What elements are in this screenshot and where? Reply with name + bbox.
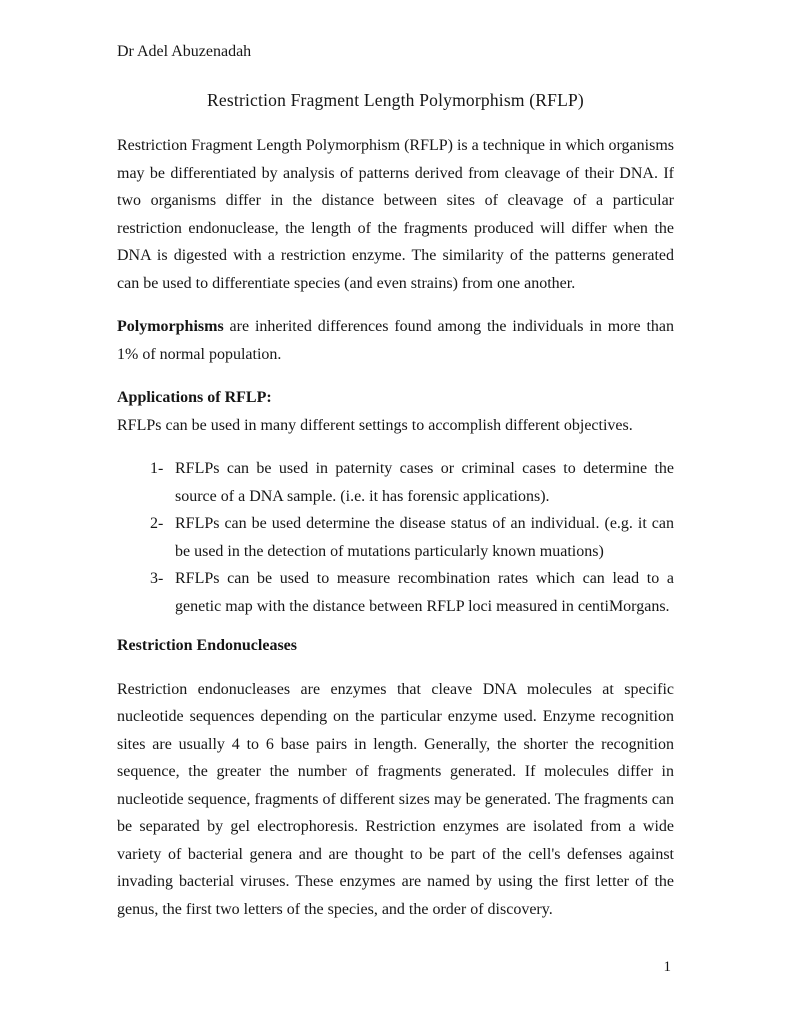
polymorphisms-definition: are inherited differences found among the individuals in more than 1% of normal population. <box>117 318 674 363</box>
intro-paragraph: Restriction Fragment Length Polymorphism (RFLP) is a technique in which organisms may be differentiated by analysis of patterns derived from cleavage of their DNA. If two organisms differ in the distance between sites of cleavage of a particular restriction endonuclease, the length of the fragments produced will differ when the DNA is digested with a restriction enzyme. The similarity of the patterns generated can be used to differentiate species (and even strains) from one another. <box>117 137 674 292</box>
list-item <box>117 565 674 620</box>
list-item-text: RFLPs can be used to measure recombination rates which can lead to a genetic map with the distance between RFLP loci measured in centiMorgans. <box>175 570 674 615</box>
polymorphisms-paragraph <box>117 313 674 368</box>
applications-list <box>117 455 674 620</box>
list-item-number: 3- <box>150 570 164 587</box>
author-line: Dr Adel Abuzenadah <box>117 43 252 60</box>
restriction-endonucleases-paragraph: Restriction endonucleases are enzymes that cleave DNA molecules at specific nucleotide sequences depending on the particular enzyme used. Enzyme recognition sites are usually 4 to 6 base pairs in length. Generally, the shorter the recognition sequence, the greater the number of fragments generated. If molecules differ in nucleotide sequence, fragments of different sizes may be generated. The fragments can be separated by gel electrophoresis. Restriction enzymes are isolated from a wide variety of bacterial genera and are thought to be part of the cell's defenses against invading bacterial viruses. These enzymes are named by using the first letter of the genus, the first two letters of the species, and the order of discovery. <box>117 680 674 918</box>
restriction-endonucleases-heading: Restriction Endonucleases <box>117 637 297 654</box>
applications-heading: Applications of RFLP: <box>117 389 272 406</box>
polymorphisms-term: Polymorphisms <box>117 318 224 335</box>
list-item-number: 1- <box>150 460 164 477</box>
list-item-text: RFLPs can be used determine the disease status of an individual. (e.g. it can be used in the detection of mutations particularly known muations) <box>175 515 674 560</box>
applications-intro: RFLPs can be used in many different settings to accomplish different objectives. <box>117 416 633 434</box>
list-item <box>117 455 674 510</box>
list-item-text: RFLPs can be used in paternity cases or criminal cases to determine the source of a DNA sample. (i.e. it has forensic applications). <box>175 460 674 505</box>
document-title: Restriction Fragment Length Polymorphism (RFLP) <box>207 90 584 110</box>
page-number: 1 <box>663 959 671 975</box>
list-item <box>117 510 674 565</box>
list-item-number: 2- <box>150 515 164 532</box>
